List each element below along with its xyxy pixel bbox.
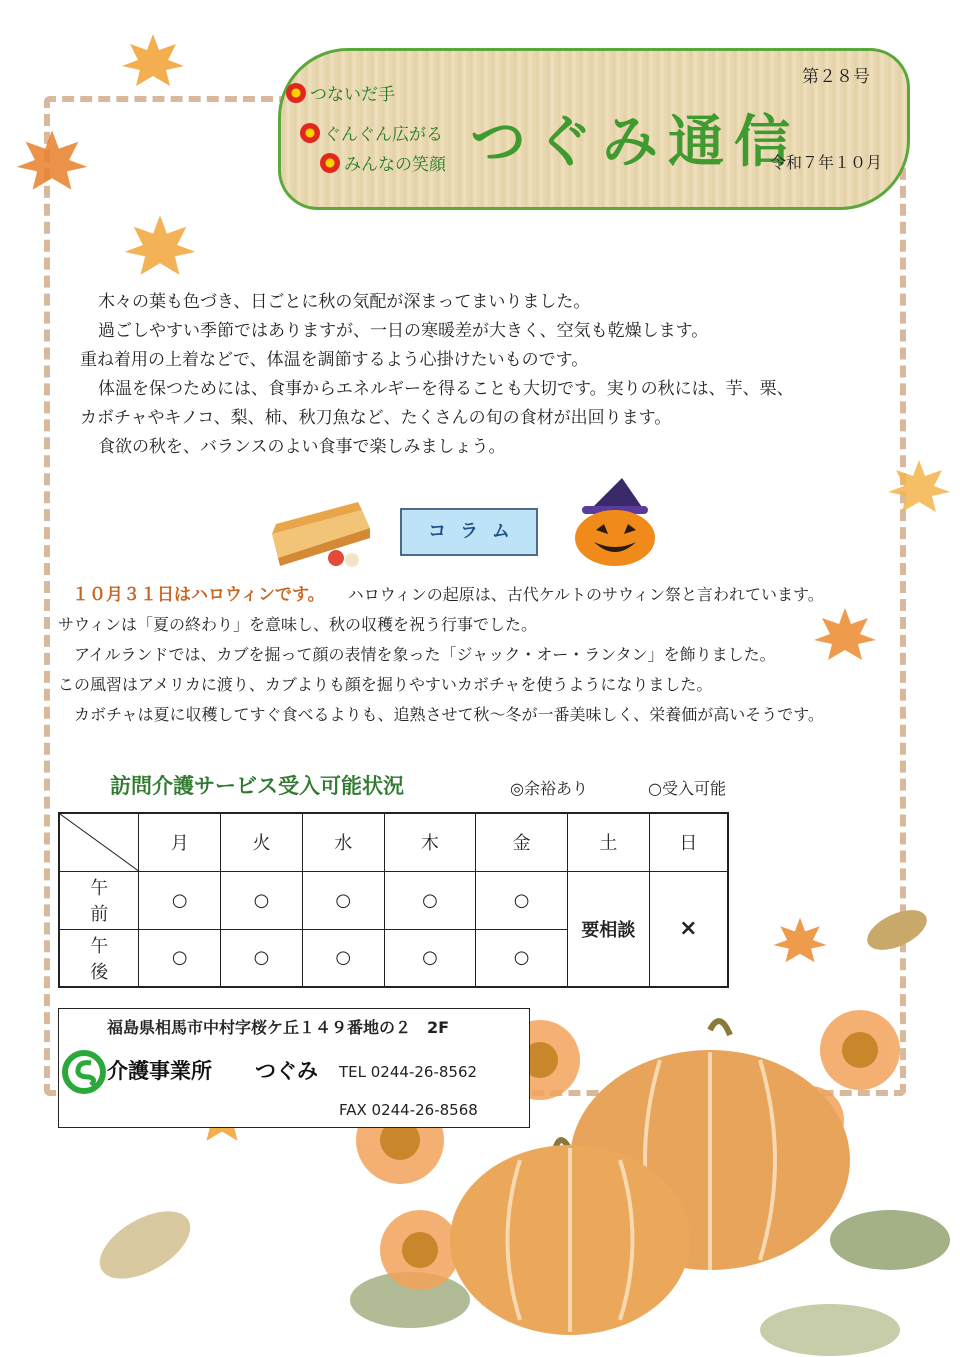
availability-cell: ○ bbox=[384, 871, 476, 929]
maple-leaf-icon bbox=[770, 912, 830, 968]
motto-item bbox=[300, 120, 443, 145]
flower-icon bbox=[320, 153, 340, 173]
column-line: サウィンは「夏の終わり」を意味し、秋の収穫を祝う行事でした。 bbox=[58, 615, 538, 634]
day-header: 日 bbox=[649, 813, 728, 871]
day-header: 木 bbox=[384, 813, 476, 871]
availability-cell: ○ bbox=[139, 871, 221, 929]
motto-list bbox=[286, 80, 476, 180]
column-line-text: ハロウィンの起原は、古代ケルトのサウィン祭と言われています。 bbox=[347, 585, 824, 604]
intro-line: 過ごしやすい季節ではありますが、一日の寒暖差が大きく、空気も乾燥します。 bbox=[98, 321, 709, 341]
table-corner-cell bbox=[59, 813, 139, 871]
legend-available-plenty: ◎余裕あり bbox=[510, 779, 588, 798]
organization-brand: つぐみ bbox=[255, 1059, 318, 1083]
maple-leaf-icon bbox=[884, 456, 954, 516]
apple-pie-icon bbox=[266, 488, 376, 568]
issue-date: 令和７年１０月 bbox=[770, 153, 883, 172]
fax-number: FAX 0244-26-8568 bbox=[339, 1101, 478, 1119]
column-line: この風習はアメリカに渡り、カブよりも顔を掘りやすいカボチャを使うようになりました。 bbox=[58, 675, 713, 694]
halloween-highlight: １０月３１日はハロウィンです。 bbox=[72, 585, 325, 605]
column-text bbox=[58, 580, 918, 730]
availability-cell: ○ bbox=[302, 871, 384, 929]
intro-line: 食欲の秋を、バランスのよい食事で楽しみましょう。 bbox=[98, 437, 506, 457]
day-header: 火 bbox=[221, 813, 303, 871]
maple-leaf-icon bbox=[118, 30, 188, 90]
day-header: 金 bbox=[476, 813, 568, 871]
intro-line: 重ね着用の上着などで、体温を調節するよう心掛けたいものです。 bbox=[80, 350, 589, 370]
column-tag-label: コラム bbox=[428, 521, 524, 542]
flower-icon bbox=[286, 83, 306, 103]
availability-cell: ○ bbox=[302, 929, 384, 987]
day-header: 土 bbox=[567, 813, 649, 871]
intro-line: 体温を保つためには、食事からエネルギーを得ることも大切です。実りの秋には、芋、栗、 bbox=[98, 379, 794, 399]
day-header: 水 bbox=[302, 813, 384, 871]
availability-cell: ○ bbox=[139, 929, 221, 987]
column-tag bbox=[400, 508, 538, 556]
column-line: カボチャは夏に収穫してすぐ食べるよりも、追熟させて秋～冬が一番美味しく、栄養価が高いそうです。 bbox=[74, 705, 824, 724]
diagonal-line bbox=[60, 814, 140, 872]
saturday-cell: 要相談 bbox=[567, 871, 649, 987]
column-line: アイルランドでは、カブを掘って顔の表情を象った「ジャック・オー・ランタン」を飾りました。 bbox=[74, 645, 776, 664]
motto-text: みんなの笑顔 bbox=[344, 155, 446, 175]
service-availability-title: 訪問介護サービス受入可能状況 bbox=[110, 774, 404, 798]
sunday-cell: × bbox=[649, 871, 728, 987]
row-label: 午前 bbox=[59, 871, 139, 929]
legend-available: ○受入可能 bbox=[648, 779, 726, 798]
motto-text: ぐんぐん広がる bbox=[324, 125, 443, 145]
company-logo-icon bbox=[61, 1049, 107, 1095]
column-line bbox=[58, 580, 918, 610]
organization-name: 介護事業所 bbox=[107, 1059, 212, 1083]
leaf-icon bbox=[862, 900, 932, 960]
jack-o-lantern-icon bbox=[572, 476, 658, 566]
leaf-icon bbox=[90, 1200, 200, 1290]
intro-line: 木々の葉も色づき、日ごとに秋の気配が深まってまいりました。 bbox=[98, 292, 591, 312]
maple-leaf-icon bbox=[120, 210, 200, 280]
availability-cell: ○ bbox=[221, 929, 303, 987]
flower-icon bbox=[300, 123, 320, 143]
intro-text bbox=[70, 288, 900, 462]
intro-line: カボチャやキノコ、梨、柿、秋刀魚など、たくさんの旬の食材が出回ります。 bbox=[80, 408, 672, 428]
motto-text: つないだ手 bbox=[310, 85, 395, 105]
contact-box bbox=[58, 1008, 530, 1128]
phone-number: TEL 0244-26-8562 bbox=[339, 1063, 478, 1081]
availability-cell: ○ bbox=[476, 871, 568, 929]
table-row bbox=[59, 871, 728, 929]
row-label: 午後 bbox=[59, 929, 139, 987]
availability-cell: ○ bbox=[221, 871, 303, 929]
motto-item bbox=[320, 150, 446, 175]
day-header: 月 bbox=[139, 813, 221, 871]
newsletter-title: つぐみ通信 bbox=[470, 110, 800, 175]
availability-cell: ○ bbox=[384, 929, 476, 987]
maple-leaf-icon bbox=[12, 120, 92, 200]
table-header-row bbox=[59, 813, 728, 871]
availability-cell: ○ bbox=[476, 929, 568, 987]
issue-number: 第２８号 bbox=[802, 67, 870, 87]
availability-table bbox=[58, 812, 729, 988]
address: 福島県相馬市中村字桜ケ丘１４９番地の２ 2F bbox=[107, 1018, 450, 1037]
motto-item bbox=[286, 80, 395, 105]
